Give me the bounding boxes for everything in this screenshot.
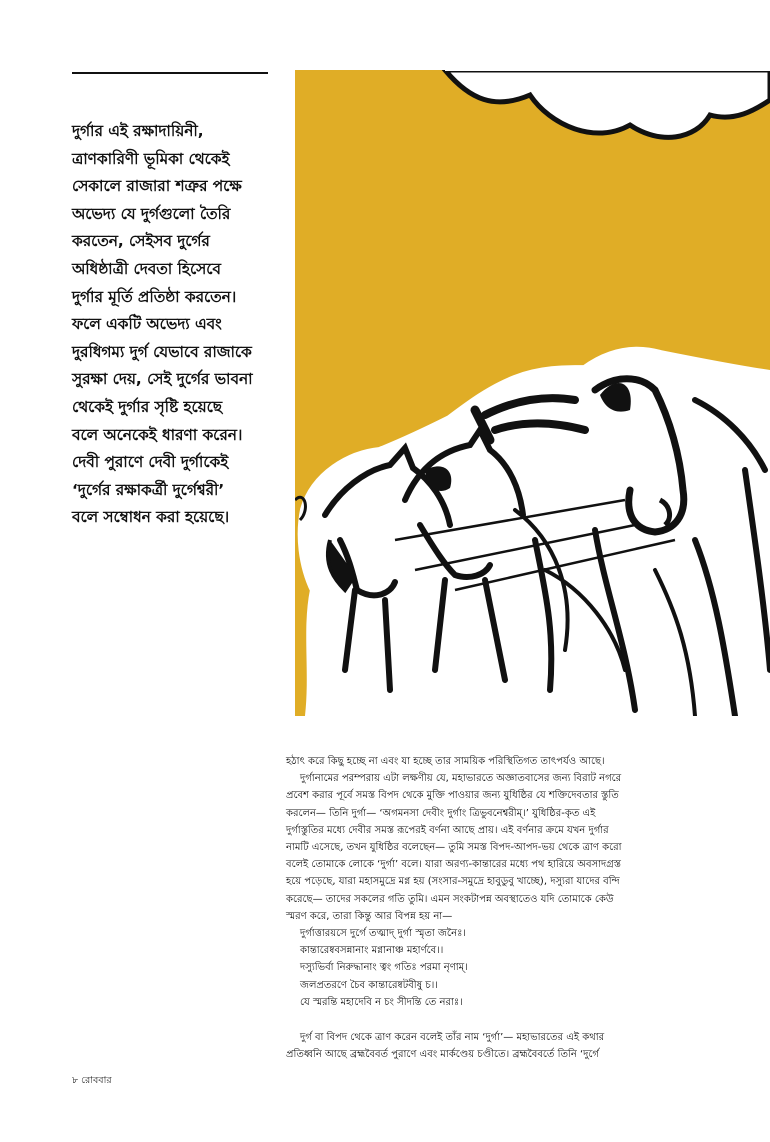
horses-illustration [295,70,770,716]
body-line: প্রবেশ করার পূর্বে সমস্ত বিপদ থেকে মুক্তি পাওয়ার জন্য যুধিষ্ঠির যে শক্তিদেবতার স্তুতি [286,790,619,802]
pull-quote-line: ফলে একটি অভেদ্য এবং [72,315,222,334]
pull-quote-line: দুর্গার মূর্তি প্রতিষ্ঠা করতেন। [72,287,237,306]
body-text [286,753,726,1063]
body-line: বলেই তোমাকে লোকে ‘দুর্গা’ বলে। যারা অরণ্য-কান্তারের মধ্যে পথ হারিয়ে অবসাদগ্রস্ত [286,859,621,871]
pull-quote-line: অভেদ্য যে দুর্গগুলো তৈরি [72,204,231,223]
pull-quote-line: ‘দুর্গের রক্ষাকর্ত্রী দুর্গেশ্বরী’ [72,480,225,499]
body-line: স্মরণ করে, তারা কিন্তু আর বিপন্ন হয় না— [286,910,453,922]
body-line: হঠাৎ করে কিছু হচ্ছে না এবং যা হচ্ছে তার সাময়িক পরিস্থিতিগত তাৎপর্যও আছে। [286,756,605,767]
pull-quote-line: বলে অনেকেই ধারণা করেন। [72,425,243,444]
body-line: প্রতিধ্বনি আছে ব্রহ্মবৈবর্ত পুরাণে এবং মার্কণ্ডেয় চণ্ডীতে। ব্রহ্মবৈবর্তে তিনি ‘দুর্গে [286,1049,599,1061]
paragraph-gap [286,1011,726,1029]
body-line: করেছে— তাদের সকলের গতি তুমি। এমন সংকটাপন্ন অবস্থাতেও যদি তোমাকে কেউ [286,893,614,905]
verse-line: দস্যুভির্বা নিরুদ্ধানাং ত্বং গতিঃ পরমা নৃণাম্। [300,962,468,974]
horses-drawing [295,70,770,716]
pull-quote-line: সেকালে রাজারা শত্রুর পক্ষে [72,177,242,196]
body-line: করলেন— তিনি দুর্গা— ‘অগমনসা দেবীং দুর্গাং ত্রিভুবনেশ্বরীম্।’ যুধিষ্ঠির-কৃত এই [286,807,596,819]
body-line: দুর্গাস্তুতির মধ্যে দেবীর সমস্ত রূপেরই বর্ণনা আছে প্রায়। এই বর্ণনার ক্রমে যখন দুর্গার [286,824,609,836]
verse-line: দুর্গাত্তারয়সে দুর্গে তত্মাদ্ দুর্গা স্মৃতা জনৈঃ। [300,928,466,940]
top-rule [72,72,268,74]
body-line: দুর্গানামের পরম্পরায় এটা লক্ষণীয় যে, মহাভারতে অজ্ঞাতবাসের জন্য বিরাট নগরে [300,773,622,785]
pull-quote-line: সুরক্ষা দেয়, সেই দুর্গের ভাবনা [72,370,253,389]
pull-quote-line: দুর্গার এই রক্ষাদায়িনী, [72,122,204,140]
verse-line: জলপ্রতরণে চৈব কান্তারেষ্বটবীষু চ।। [300,979,438,991]
pull-quote-line: করতেন, সেইসব দুর্গের [72,232,210,251]
pull-quote-line: অধিষ্ঠাত্রী দেবতা হিসেবে [72,259,221,278]
pull-quote-line: থেকেই দুর্গার সৃষ্টি হয়েছে [72,397,223,416]
pull-quote-line: দুরধিগম্য দুর্গ যেভাবে রাজাকে [72,342,252,361]
pull-quote-line: বলে সম্বোধন করা হয়েছে। [72,508,230,527]
page-folio: ৮ রোববার [72,1075,112,1086]
pull-quote [72,118,282,532]
body-line: নামটি এসেছে, তখন যুধিষ্ঠির বলেছেন— তুমি সমস্ত বিপদ-আপদ-ভয় থেকে ত্রাণ করো [286,842,622,854]
pull-quote-line: দেবী পুরাণে দেবী দুর্গাকেই [72,453,229,472]
pull-quote-line: ত্রাণকারিণী ভূমিকা থেকেই [72,149,230,168]
body-line: দুর্গ বা বিপদ থেকে ত্রাণ করেন বলেই তাঁর নাম ‘দুর্গা’— মহাভারতের এই কথার [300,1032,605,1044]
body-line: হয়ে পড়েছে, যারা মহাসমুদ্রে মগ্ন হয় (সংসার-সমুদ্রে হাবুডুবু খাচ্ছে), দস্যুরা যাদের বন্দি [286,876,620,888]
verse-line: যে স্মরন্তি মহাদেবি ন চং সীদন্তি তে নরাঃ। [300,996,463,1008]
verse-line: কান্তারেষ্ববসন্নানাং মগ্নানাঞ্চ মহার্ণবে।। [300,945,444,957]
